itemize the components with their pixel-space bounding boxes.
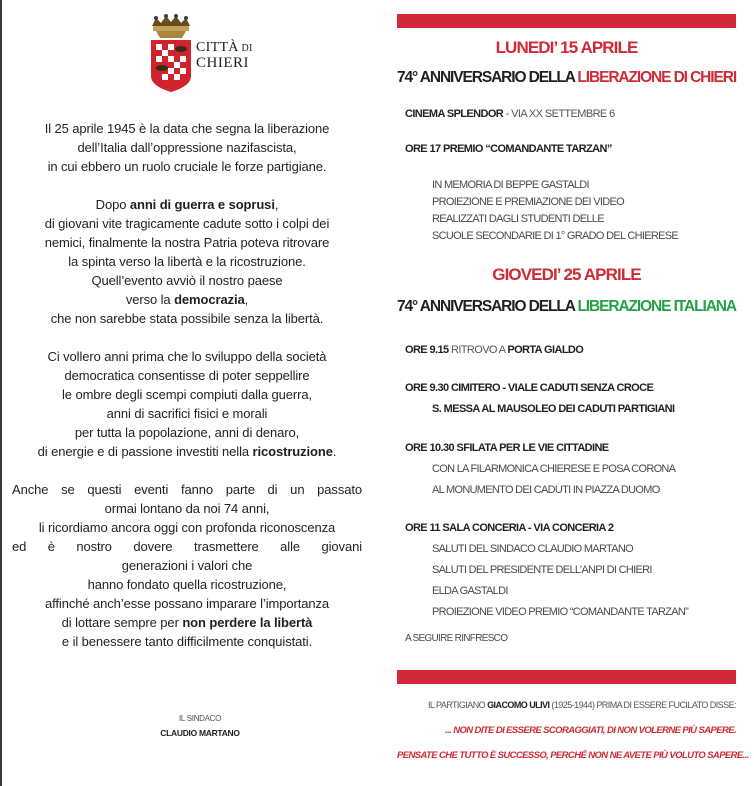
- text-line: di energie e di passione investiti nella: [37, 444, 253, 459]
- event2-item-1: [405, 338, 736, 357]
- text-line: Dopo: [95, 197, 130, 212]
- text-line: le ombre degli scempi compiuti dalla guerra,: [62, 387, 312, 402]
- signature-role: IL SINDACO: [178, 714, 222, 723]
- event2-item-2-sub: [432, 397, 736, 416]
- bottom-red-bar: [397, 670, 736, 684]
- quote-text: ... NON DITE DI ESSERE SCORAGGIATI, DI NON VOLERNE PIÙ SAPERE.: [445, 725, 736, 736]
- title-prefix: 74° ANNIVERSARIO DELLA: [397, 69, 578, 86]
- text-line: Il 25 aprile 1945 è la data che segna la liberazione: [44, 121, 330, 136]
- quote-author: GIACOMO ULIVI: [487, 700, 550, 710]
- item-text: RITROVO A: [448, 344, 508, 356]
- event2-item-2: [405, 376, 736, 395]
- event-date: LUNEDI’ 15 APRILE: [495, 38, 638, 57]
- text-line: in cui ebbero un ruolo cruciale le forze partigiane.: [47, 159, 327, 174]
- text-line: Anche se questi eventi fanno parte di un passato: [12, 482, 362, 497]
- text-line: che non sarebbe stata possibile senza la libertà.: [50, 311, 324, 326]
- logo-citta: CITTÀ: [196, 40, 239, 55]
- paragraph-2: [12, 195, 362, 328]
- item-title: ORE 10.30 SFILATA PER LE VIE CITTADINE: [405, 442, 609, 454]
- event1-date: [397, 38, 736, 58]
- quote-line-1: [397, 718, 736, 737]
- detail-line: AL MONUMENTO DEI CADUTI IN PIAZZA DUOMO: [432, 484, 660, 496]
- text-line: di lottare sempre per: [61, 615, 183, 630]
- detail-line: SALUTI DEL SINDACO CLAUDIO MARTANO: [432, 543, 633, 555]
- detail-line: ELDA GASTALDI: [432, 585, 508, 597]
- event2-detail: [432, 558, 736, 577]
- signature: [135, 711, 265, 741]
- text-line: ormai lontano da noi 74 anni,: [104, 501, 270, 516]
- text-line: hanno fondato quella ricostruzione,: [87, 577, 287, 592]
- top-red-bar: [397, 14, 736, 28]
- event2-detail: [432, 600, 736, 619]
- venue-name: CINEMA SPLENDOR: [405, 108, 504, 120]
- event2-detail: [432, 537, 736, 556]
- emphasis: ricostruzione: [252, 444, 333, 459]
- event-date: GIOVEDI’ 25 APRILE: [492, 265, 641, 284]
- emphasis: anni di guerra e soprusi: [129, 197, 275, 212]
- emphasis: democrazia: [174, 292, 245, 307]
- text-line: generazioni i valori che: [121, 558, 253, 573]
- after-note: A SEGUIRE RINFRESCO: [405, 633, 508, 644]
- text-line: anni di sacrifici fisici e morali: [106, 406, 268, 421]
- detail-line: IN MEMORIA DI BEPPE GASTALDI: [432, 179, 589, 191]
- item-sub: S. MESSA AL MAUSOLEO DEI CADUTI PARTIGIANI: [432, 403, 675, 415]
- text-line: ,: [244, 292, 249, 307]
- title-accent: LIBERAZIONE ITALIANA: [577, 298, 736, 315]
- event1-title: [397, 67, 736, 87]
- quote-intro-text: IL PARTIGIANO: [427, 700, 488, 710]
- quote-intro: [397, 693, 736, 712]
- event2-detail: [432, 457, 736, 476]
- logo-wordmark: [196, 40, 253, 71]
- logo-di: DI: [241, 43, 253, 54]
- text-line: Ci vollero anni prima che lo sviluppo della società: [47, 349, 327, 364]
- event2-title: [397, 296, 736, 316]
- event1-venue: [405, 102, 736, 121]
- item-title: ORE 11 SALA CONCERIA - VIA CONCERIA 2: [405, 522, 614, 534]
- title-accent: LIBERAZIONE DI CHIERI: [577, 69, 737, 86]
- mayor-letter: [12, 119, 362, 670]
- detail-line: REALIZZATI DAGLI STUDENTI DELLE: [432, 213, 604, 225]
- event2-after: [405, 626, 736, 645]
- event2-detail: [432, 579, 736, 598]
- quote-text: PENSATE CHE TUTTO È SUCCESSO, PERCHÉ NON NE AVETE PIÙ VOLUTO SAPERE...: [397, 750, 749, 761]
- page-left-border: [0, 0, 2, 786]
- text-line: ,: [274, 197, 279, 212]
- text-line: affinché anch’esse possano imparare l’importanza: [44, 596, 329, 611]
- coat-of-arms-icon: [148, 14, 194, 94]
- text-line: nemici, finalmente la nostra Patria poteva ritrovare: [44, 235, 330, 250]
- text-line: verso la: [125, 292, 175, 307]
- paragraph-1: [12, 119, 362, 176]
- text-line: la spinta verso la libertà e la ricostruzione.: [68, 254, 306, 269]
- event2-item-3: [405, 436, 736, 455]
- title-prefix: 74° ANNIVERSARIO DELLA: [397, 298, 578, 315]
- text-line: e il benessere tanto difficilmente conquistati.: [61, 634, 313, 649]
- event2-detail: [432, 478, 736, 497]
- event1-item: [405, 137, 736, 156]
- text-line: dell’Italia dall’oppressione nazifascista,: [77, 140, 297, 155]
- text-line: di giovani vite tragicamente cadute sotto i colpi dei: [44, 216, 330, 231]
- detail-line: PROIEZIONE E PREMIAZIONE DEI VIDEO: [432, 196, 624, 208]
- paragraph-4: [12, 480, 362, 651]
- event2-item-4: [405, 516, 736, 535]
- text-line: Quell’evento avviò il nostro paese: [91, 273, 283, 288]
- text-line: li ricordiamo ancora oggi con profonda riconoscenza: [38, 520, 336, 535]
- item-title: ORE 9.30 CIMITERO - VIALE CADUTI SENZA CROCE: [405, 382, 654, 394]
- quote-intro-text: (1925-1944) PRIMA DI ESSERE FUCILATO DISSE:: [549, 700, 736, 710]
- detail-line: PROIEZIONE VIDEO PREMIO “COMANDANTE TARZAN”: [432, 606, 689, 618]
- text-line: per tutta la popolazione, anni di denaro,: [74, 425, 300, 440]
- paragraph-3: [12, 347, 362, 461]
- venue-address: - VIA XX SETTEMBRE 6: [503, 108, 615, 120]
- event2-date: [397, 265, 736, 285]
- detail-line: SALUTI DEL PRESIDENTE DELL’ANPI DI CHIERI: [432, 564, 652, 576]
- quote-line-2: [397, 743, 749, 762]
- text-line: .: [332, 444, 337, 459]
- event1-detail: [432, 224, 736, 243]
- item-place: PORTA GIALDO: [507, 344, 584, 356]
- detail-line: SCUOLE SECONDARIE DI 1° GRADO DEL CHIERESE: [432, 230, 678, 242]
- item-title: ORE 17 PREMIO “COMANDANTE TARZAN”: [405, 143, 612, 155]
- signature-name: CLAUDIO MARTANO: [160, 728, 240, 738]
- logo-chieri: CHIERI: [196, 55, 249, 71]
- text-line: democratica consentisse di poter seppellire: [64, 368, 310, 383]
- emphasis: non perdere la libertà: [182, 615, 313, 630]
- city-logo: [148, 14, 258, 94]
- text-line: ed è nostro dovere trasmettere alle giovani: [12, 539, 362, 554]
- item-time: ORE 9.15: [405, 344, 449, 356]
- detail-line: CON LA FILARMONICA CHIERESE E POSA CORONA: [432, 463, 676, 475]
